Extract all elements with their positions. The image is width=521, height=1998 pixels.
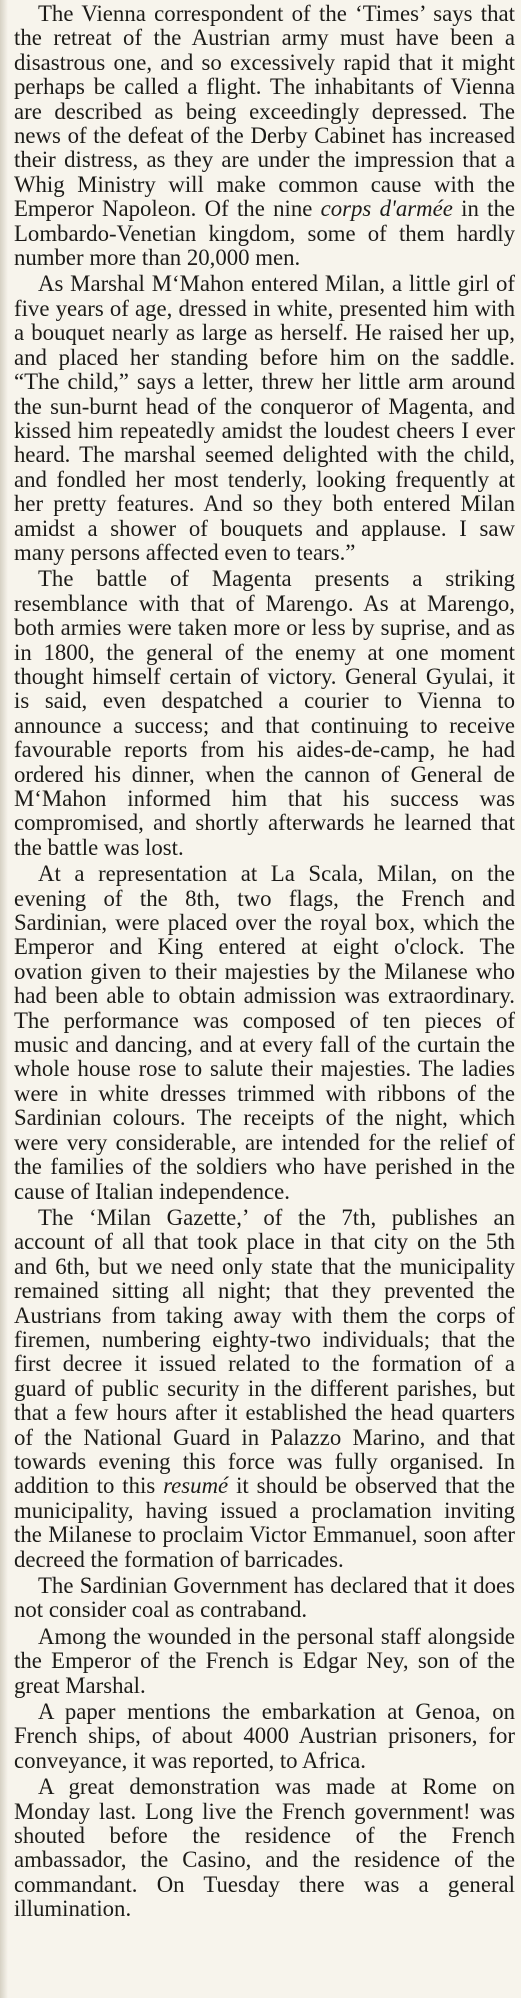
- italic-phrase: resumé: [163, 1473, 229, 1499]
- paragraph-text: The Vienna correspondent of the ‘Times’ says that the retreat of the Austrian army must have been a disastrous one, and so excessively rapid that it might perhaps be called a flight. The inhabitants of Vienna are described as being exceedingly depressed. The news of the defeat of the Derby Cabinet has increased their distress, as they are under the impression that a Whig Ministry will make common cause with the Emperor Napoleon. Of the nine: [14, 1, 515, 222]
- paragraph-edgar-ney: Among the wounded in the personal staff alongside the Emperor of the French is Edgar Ney, son of the great Marshal.: [14, 1623, 515, 1698]
- paragraph-milan-gazette: [14, 1206, 515, 1572]
- paragraph-text: it should be observed that the municipality, having issued a proclamation inviting the Milanese to proclaim Victor Emmanuel, soon after decreed the formation of barricades.: [14, 1473, 515, 1572]
- paragraph-text: The ‘Milan Gazette,’ of the 7th, publishes an account of all that took place in that city on the 5th and 6th, but we need only state that the municipality remained sitting all night; that they prevented the Austrians from taking away with them the corps of firemen, numbering eighty-two individuals; that the first decree it issued related to the formation of a guard of public security in the different parishes, but that a few hours after it established the head quarters of the National Guard in Palazzo Marino, and that towards evening this force was fully organised. In addition to this: [14, 1204, 515, 1499]
- paragraph-magenta-marengo: The battle of Magenta presents a striking resemblance with that of Marengo. As at Marengo, both armies were taken more or less by suprise, and as in 1800, the general of the enemy at one moment thought himself certain of victory. General Gyulai, it is said, even despatched a courier to Vienna to announce a success; and that continuing to receive favourable reports from his aides-de-camp, he had ordered his dinner, when the cannon of General de M‘Mahon informed him that his success was compromised, and shortly afterwards he learned that the battle was lost.: [14, 566, 515, 860]
- paragraph-rome-demonstration: A great demonstration was made at Rome on Monday last. Long live the French government! was shouted before the residence of the French ambassador, the Casino, and the residence of the commandant. On Tuesday there was a general illumination.: [14, 1774, 515, 1922]
- paragraph-coal-contraband: The Sardinian Government has declared that it does not consider coal as contraband.: [14, 1573, 515, 1623]
- paragraph-vienna-retreat: [14, 2, 515, 270]
- paragraph-text: in the Lombardo-Venetian kingdom, some of them hardly number more than 20,000 men.: [14, 196, 515, 271]
- paragraph-genoa-prisoners: A paper mentions the embarkation at Genoa, on French ships, of about 4000 Austrian prisoners, for conveyance, it was reported, to Africa.: [14, 1699, 515, 1773]
- italic-phrase: corps d'armée: [320, 196, 453, 222]
- paragraph-la-scala: At a representation at La Scala, Milan, on the evening of the 8th, two flags, the French and Sardinian, were placed over the royal box, which the Emperor and King entered at eight o'clock. The ovation given to their majesties by the Milanese who had been able to obtain admission was extraordinary. The performance was composed of ten pieces of music and dancing, and at every fall of the curtain the whole house rose to salute their majesties. The ladies were in white dresses trimmed with ribbons of the Sardinian colours. The receipts of the night, which were very considerable, are intended for the relief of the families of the soldiers who have perished in the cause of Italian independence.: [14, 861, 515, 1204]
- paragraph-mahon-milan: As Marshal M‘Mahon entered Milan, a little girl of five years of age, dressed in white, presented him with a bouquet nearly as large as herself. He raised her up, and placed her standing before him on the saddle. “The child,” says a letter, threw her little arm around the sun-burnt head of the conqueror of Magenta, and kissed him repeatedly amidst the loudest cheers I ever heard. The marshal seemed delighted with the child, and fondled her most tenderly, looking frequently at her pretty features. And so they both entered Milan amidst a shower of bouquets and applause. I saw many persons affected even to tears.”: [14, 271, 515, 565]
